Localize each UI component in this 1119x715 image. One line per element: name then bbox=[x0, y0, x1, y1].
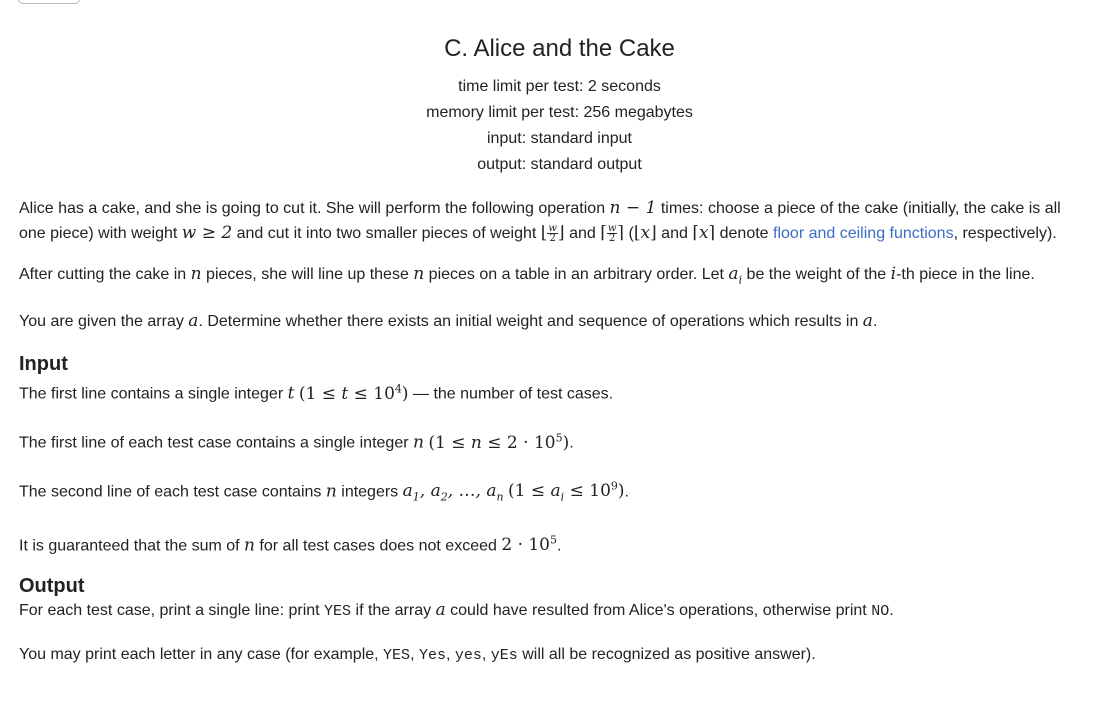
math-sum-bound: $2 \cdot 10^5$ bbox=[501, 533, 558, 556]
input-line-2: The first line of each test case contains a single integer n $(1 \le n \le 2 \cdot 10^5)$. bbox=[19, 431, 574, 453]
yes-code: YES bbox=[324, 603, 352, 621]
output-line-2: You may print each letter in any case (for example, YES, Yes, yes, yEs will all be recognized as positive answer). bbox=[19, 646, 816, 665]
math-n: n bbox=[413, 432, 424, 453]
math-a-range: $(1 \le a_i \le 10^9)$ bbox=[508, 479, 625, 504]
math-n-minus-1: n − 1 bbox=[609, 198, 657, 218]
input-line-4: It is guaranteed that the sum of n for all test cases does not exceed $2 \cdot 10^5$. bbox=[19, 533, 562, 556]
yes-variant-4: yEs bbox=[490, 647, 518, 665]
no-code: NO bbox=[871, 603, 890, 621]
math-floor-x: ⌊x⌋ bbox=[633, 223, 657, 243]
math-ceil-x: ⌈x⌉ bbox=[692, 223, 716, 243]
output-spec: output: standard output bbox=[477, 156, 642, 173]
math-i: i bbox=[890, 264, 897, 284]
math-a: a bbox=[188, 311, 199, 332]
math-w-ge-2: w ≥ 2 bbox=[181, 223, 233, 243]
math-a-sequence: $a_1$, $a_2$, …, $a_n$ bbox=[402, 481, 504, 504]
statement-paragraph-3: You are given the array a. Determine whether there exists an initial weight and sequence of operations which results in a. bbox=[19, 311, 878, 332]
output-line-1: For each test case, print a single line: print YES if the array a could have resulted from Alice's operations, otherwise print NO. bbox=[19, 600, 894, 621]
yes-variant-2: Yes bbox=[418, 647, 446, 665]
problem-title: C. Alice and the Cake bbox=[444, 35, 675, 62]
input-line-3: The second line of each test case contains n integers $a_1$, $a_2$, …, $a_n$ $(1 \le a_i \le 10^9)$. bbox=[19, 479, 629, 504]
math-n: n bbox=[413, 264, 425, 284]
statement-paragraph-2: After cutting the cake in n pieces, she will line up these n pieces on a table in an arbitrary order. Let $a_i$ be the weight of the i-th piece in the line. bbox=[19, 264, 1035, 287]
time-limit: time limit per test: 2 seconds bbox=[458, 78, 661, 95]
math-t: t bbox=[287, 384, 295, 405]
input-spec: input: standard input bbox=[487, 130, 632, 147]
math-n-range: $(1 \le n \le 2 \cdot 10^5)$ bbox=[428, 431, 570, 453]
floor-ceiling-link[interactable]: floor and ceiling functions bbox=[773, 225, 954, 242]
math-ceil-w-half: ⌈ $\frac{w}{2}$ ⌉ bbox=[600, 223, 625, 244]
input-line-1: The first line contains a single integer t $(1 \le t \le 10^4)$ — the number of test cases. bbox=[19, 382, 614, 405]
math-n: n bbox=[325, 481, 337, 502]
yes-variant-3: yes bbox=[454, 647, 482, 665]
math-a: a bbox=[435, 600, 446, 621]
problem-statement bbox=[19, 196, 1089, 668]
output-heading: Output bbox=[19, 575, 85, 598]
yes-variant-1: YES bbox=[383, 647, 411, 665]
math-n: n bbox=[244, 535, 255, 556]
math-n: n bbox=[190, 264, 202, 284]
math-t-range: $(1 \le t \le 10^4)$ bbox=[298, 382, 409, 405]
math-a-i: $a_i$ bbox=[728, 264, 743, 287]
top-tab bbox=[18, 0, 80, 4]
memory-limit: memory limit per test: 256 megabytes bbox=[426, 104, 693, 121]
math-a: a bbox=[862, 311, 873, 332]
problem-header bbox=[0, 0, 1119, 178]
input-heading: Input bbox=[19, 353, 68, 376]
math-floor-w-half: ⌊ $\frac{w}{2}$ ⌋ bbox=[540, 223, 565, 244]
statement-paragraph-1: Alice has a cake, and she is going to cut it. She will perform the following operation n − 1 times: choose a piece of the cake (initially, the cake is all one piece) with weight w ≥ 2 and cut it into two smaller pieces of weight ⌊ $\frac{w}{2}$ ⌋ and ⌈ $\frac{w}{2}$ ⌉ (⌊x⌋ and ⌈x⌉ denote floor and ceiling functions, respectively). bbox=[19, 198, 1061, 244]
